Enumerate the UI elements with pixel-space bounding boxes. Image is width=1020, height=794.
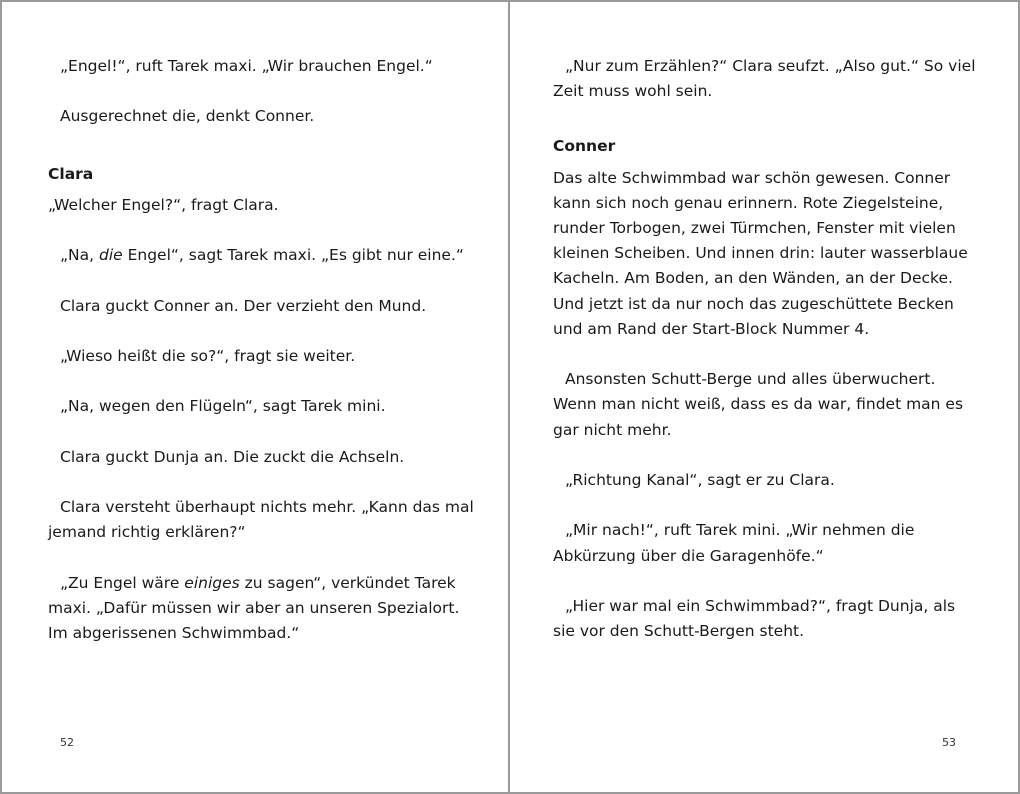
- left-page: [2, 2, 510, 792]
- section-heading-conner: Conner: [553, 137, 616, 156]
- paragraph: „Engel!“, ruft Tarek maxi. „Wir brauchen Engel.“: [60, 57, 433, 75]
- section-heading-clara: Clara: [48, 164, 94, 183]
- paragraph: [48, 571, 478, 647]
- text-run: Engel“, sagt Tarek maxi. „Es gibt nur eine.“: [122, 246, 464, 265]
- paragraph: Clara versteht überhaupt nichts mehr. „Kann das mal jemand richtig erklären?“: [48, 498, 474, 542]
- right-page: [510, 2, 1018, 792]
- page-number: 53: [942, 736, 956, 749]
- page-number: 52: [60, 736, 74, 749]
- paragraph: Ansonsten Schutt-Berge und alles überwuchert. Wenn man nicht weiß, dass es da war, findet man es gar nicht mehr.: [553, 370, 964, 439]
- paragraph: „Nur zum Erzählen?“ Clara seufzt. „Also gut.“ So viel Zeit muss wohl sein.: [553, 57, 976, 101]
- emphasis-text: die: [98, 246, 123, 265]
- paragraph: [48, 243, 478, 268]
- paragraph: „Hier war mal ein Schwimmbad?“, fragt Dunja, als sie vor den Schutt-Bergen steht.: [553, 597, 956, 641]
- paragraph: Clara guckt Dunja an. Die zuckt die Achseln.: [60, 447, 405, 466]
- text-run: „Zu Engel wäre: [60, 573, 185, 592]
- emphasis-text: einiges: [184, 573, 240, 592]
- text-run: „Na,: [60, 246, 99, 265]
- paragraph: Clara guckt Conner an. Der verzieht den Mund.: [60, 296, 427, 315]
- paragraph: „Wieso heißt die so?“, fragt sie weiter.: [60, 346, 356, 365]
- paragraph: „Na, wegen den Flügeln“, sagt Tarek mini.: [60, 397, 386, 416]
- text-run: zu sagen“, verkündet Tarek maxi. „Dafür müssen wir aber an unseren Spezialort. Im abgerissenen Schwimmbad.“: [48, 573, 460, 643]
- paragraph: Ausgerechnet die, denkt Conner.: [60, 107, 315, 126]
- paragraph: Das alte Schwimmbad war schön gewesen. Conner kann sich noch genau erinnern. Rote Ziegelsteine, runder Torbogen, zwei Türmchen, Fenster mit vielen kleinen Scheiben. Und innen drin: lauter wasserblaue Kacheln. Am Boden, an den Wänden, an der Decke. Und jetzt ist da nur noch das zugeschüttete Becken und am Rand der Start-Block Nummer 4.: [553, 168, 968, 338]
- paragraph: „Richtung Kanal“, sagt er zu Clara.: [565, 471, 835, 490]
- paragraph: „Welcher Engel?“, fragt Clara.: [48, 195, 279, 214]
- paragraph: „Mir nach!“, ruft Tarek mini. „Wir nehmen die Abkürzung über die Garagenhöfe.“: [553, 521, 915, 565]
